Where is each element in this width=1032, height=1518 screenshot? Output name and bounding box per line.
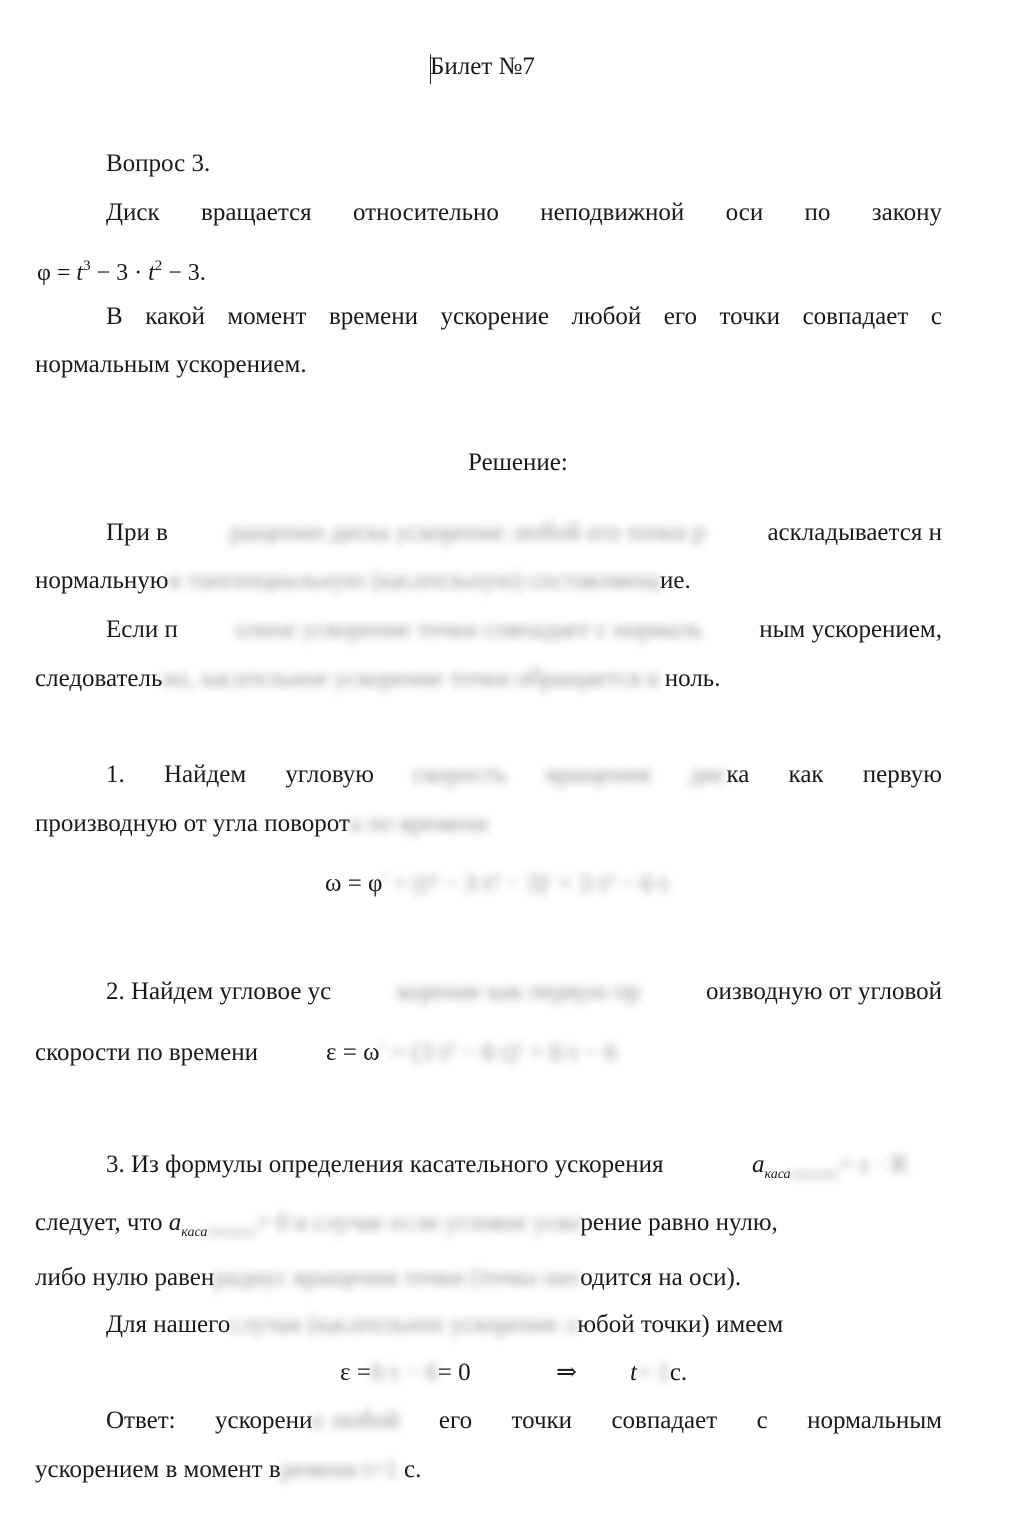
blurred-formula: = 1 <box>636 1359 670 1386</box>
text-start: следователь <box>35 665 163 692</box>
blurred-text: и тангенциальную (касательную) составляющ <box>168 567 660 594</box>
blurred-formula: = ε · R <box>839 1151 908 1178</box>
step3-line2 <box>35 1208 778 1248</box>
text-start: нормальную <box>35 567 169 594</box>
blurred-text: ращении диска ускорение любой его точки р <box>229 519 706 546</box>
word: с <box>930 303 942 330</box>
text-end: оизводную от угловой <box>705 978 942 1005</box>
word: любой <box>571 303 642 330</box>
blurred-text: но, касательное ускорение точки обращается в <box>162 665 659 692</box>
blurred-text: скорость <box>413 761 507 788</box>
word: по <box>804 199 831 226</box>
text-end: рение равно нулю, <box>580 1209 778 1236</box>
final-eps: ε = <box>340 1359 371 1386</box>
tangential-accel-formula <box>752 1150 908 1190</box>
text-end: юбой точки) имеем <box>577 1311 784 1338</box>
solution-p1-line1 <box>106 518 942 548</box>
text-start: 2. Найдем угловое ус <box>106 978 332 1005</box>
question-ask-line <box>106 302 942 332</box>
blurred-text: е любой <box>312 1407 400 1434</box>
step1-line1 <box>106 760 942 790</box>
word: точки <box>511 1407 573 1434</box>
solution-p2-line2 <box>35 664 720 694</box>
word: с <box>756 1407 768 1434</box>
question-ask-tail: нормальным ускорением. <box>35 351 307 378</box>
solution-p1-line2 <box>35 566 691 596</box>
text-end: ие. <box>659 567 691 594</box>
text-start: При в <box>106 519 168 546</box>
blurred-text: вращения <box>545 761 650 788</box>
word: оси <box>725 199 764 226</box>
word: его <box>663 303 697 330</box>
text-end: с. <box>397 1456 422 1483</box>
solution-heading: Решение: <box>468 449 568 476</box>
epsilon-formula <box>326 1038 617 1068</box>
step3-line3 <box>35 1263 741 1293</box>
word: нормальным <box>807 1407 942 1434</box>
formula-start: ε = ω <box>326 1039 380 1066</box>
ticket-title: Билет №7 <box>430 53 535 80</box>
text-end: ноль. <box>658 665 721 692</box>
word: точки <box>719 303 781 330</box>
answer-line2 <box>35 1455 421 1485</box>
blurred-text: олное ускорение точки совпадает с нормаль <box>234 616 703 643</box>
accel-subscript: каса <box>764 1167 791 1182</box>
blurred-text: случая (касательное ускорение л <box>230 1311 578 1338</box>
word: вращается <box>201 199 312 226</box>
blurred-text: ремени t=1 <box>280 1456 398 1483</box>
accel-subscript: каса <box>181 1225 208 1240</box>
blurred-text: а по времени <box>349 810 489 837</box>
word: его <box>438 1407 473 1434</box>
text-end: аскладывается н <box>767 519 942 546</box>
blurred-text: дис <box>689 761 727 788</box>
answer-line1 <box>106 1406 942 1436</box>
text-start: производную от угла поворот <box>35 810 350 837</box>
word: ка <box>726 761 750 788</box>
step4-line <box>106 1310 783 1340</box>
word: ускорени <box>215 1407 313 1434</box>
time-unit: с. <box>669 1359 688 1386</box>
accel-symbol: a <box>168 1209 182 1236</box>
word: закону <box>871 199 942 226</box>
step3-line1 <box>106 1150 663 1180</box>
implies-arrow: ⇒ <box>556 1359 577 1386</box>
omega-formula <box>325 869 668 899</box>
final-time <box>630 1358 687 1388</box>
question-text-line <box>106 198 942 228</box>
word: совпадает <box>802 303 909 330</box>
text-start: Если п <box>106 616 178 643</box>
text-end: одится на оси). <box>580 1264 742 1291</box>
word: Ответ: <box>106 1407 176 1434</box>
time-symbol: t <box>630 1359 637 1386</box>
text-start: Для нашего <box>106 1311 231 1338</box>
word: угловую <box>285 761 374 788</box>
step3-text: 3. Из формулы определения касательного ускорения <box>106 1151 664 1178</box>
final-equation <box>340 1358 471 1388</box>
word: как <box>788 761 824 788</box>
word: относительно <box>353 199 499 226</box>
step1-line2 <box>35 809 488 839</box>
accel-symbol: a <box>752 1151 765 1178</box>
word: совпадает <box>611 1407 718 1434</box>
blurred-text: радиус вращения точки (точка нах <box>214 1264 581 1291</box>
word: Диск <box>106 199 160 226</box>
word: какой <box>145 303 205 330</box>
blurred-text: корение как первую пр <box>396 978 641 1005</box>
text-start: следует, что <box>35 1209 163 1236</box>
word: неподвижной <box>540 199 685 226</box>
word: первую <box>862 761 942 788</box>
blurred-subscript: тельное <box>790 1167 840 1182</box>
formula-start: ω = φ <box>325 870 383 897</box>
step2-line1 <box>106 977 942 1007</box>
word: времени <box>328 303 419 330</box>
blurred-formula: ′ = (t³ − 3·t² − 3)′ = 3·t² − 6·t <box>382 870 669 897</box>
text-end: ным ускорением, <box>759 616 942 643</box>
blurred-text: = 0 в случае если угловое уско <box>255 1209 581 1236</box>
step2-line2: скорости по времени <box>35 1039 258 1066</box>
word: 1. <box>106 761 125 788</box>
word: момент <box>227 303 307 330</box>
final-eq: = 0 <box>437 1359 471 1386</box>
word: ускорение <box>440 303 549 330</box>
blurred-formula: ′ = (3·t² − 6·t)′ = 6·t − 6 <box>379 1039 617 1066</box>
motion-law-formula: $\varphi = t^3 - 3 \cdot t^2 - 3$. <box>37 258 206 286</box>
question-label: Вопрос 3. <box>106 150 211 177</box>
blurred-formula: 6·t − 6 <box>370 1359 438 1386</box>
word: В <box>106 303 123 330</box>
solution-p2-line1 <box>106 615 942 645</box>
text-start: либо нулю равен <box>35 1264 215 1291</box>
blurred-subscript: тельное <box>207 1225 256 1240</box>
word: Найдем <box>163 761 247 788</box>
text-start: ускорением в момент в <box>35 1456 281 1483</box>
